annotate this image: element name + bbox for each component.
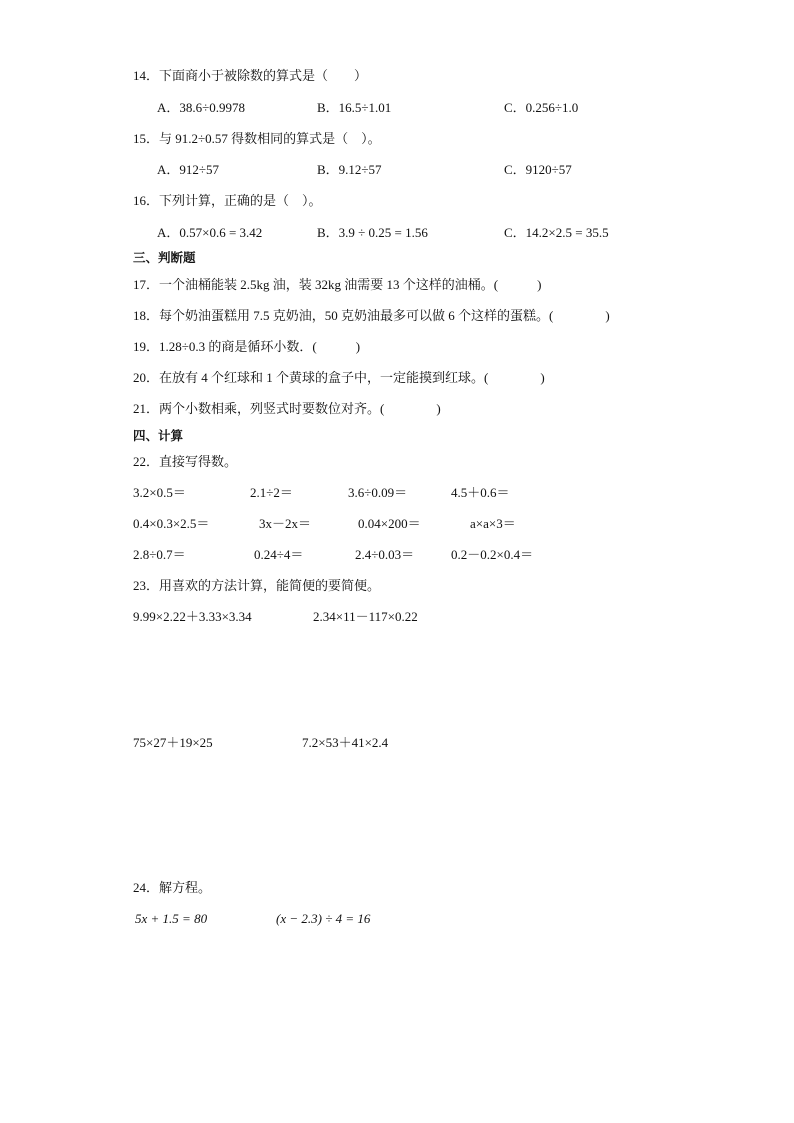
question-16-option-a: A．0.57×0.6 = 3.42 — [157, 225, 263, 240]
question-15-option-b: B．9.12÷57 — [317, 162, 382, 177]
question-15-option-c: C．9120÷57 — [504, 162, 572, 177]
question-14-stem: 14．下面商小于被除数的算式是（ ） — [133, 68, 368, 83]
section-heading-judgement: 三、判断题 — [133, 251, 196, 265]
question-16-stem: 16．下列计算，正确的是（ ）。 — [133, 193, 322, 208]
q22-item: 3.6÷0.09＝ — [348, 485, 408, 500]
question-22-stem: 22．直接写得数。 — [133, 454, 238, 469]
question-14-option-a: A．38.6÷0.9978 — [157, 100, 246, 115]
question-14-option-c: C．0.256÷1.0 — [504, 100, 579, 115]
question-15-stem: 15．与 91.2÷0.57 得数相同的算式是（ ）。 — [133, 131, 381, 146]
question-21: 21．两个小数相乘，列竖式时要数位对齐。( ) — [133, 401, 441, 416]
question-23-stem: 23．用喜欢的方法计算，能简便的要简便。 — [133, 578, 381, 593]
q22-item: a×a×3＝ — [470, 516, 516, 531]
question-19: 19．1.28÷0.3 的商是循环小数．( ) — [133, 339, 361, 354]
q22-item: 2.1÷2＝ — [250, 485, 293, 500]
question-16-option-b: B．3.9 ÷ 0.25 = 1.56 — [317, 225, 428, 240]
q22-item: 0.04×200＝ — [358, 516, 421, 531]
question-24-stem: 24．解方程。 — [133, 880, 212, 895]
question-16-option-c: C．14.2×2.5 = 35.5 — [504, 225, 609, 240]
q22-item: 0.4×0.3×2.5＝ — [133, 516, 210, 531]
question-18: 18．每个奶油蛋糕用 7.5 克奶油，50 克奶油最多可以做 6 个这样的蛋糕。( ) — [133, 308, 610, 323]
q22-item: 3x－2x＝ — [259, 516, 312, 531]
question-14-option-b: B．16.5÷1.01 — [317, 100, 392, 115]
question-20: 20．在放有 4 个红球和 1 个黄球的盒子中，一定能摸到红球。( ) — [133, 370, 545, 385]
q22-item: 3.2×0.5＝ — [133, 485, 186, 500]
q24-equation: (x − 2.3) ÷ 4 = 16 — [276, 911, 371, 926]
q23-expression: 2.34×11－117×0.22 — [313, 609, 418, 624]
q23-expression: 7.2×53＋41×2.4 — [302, 735, 389, 750]
q22-item: 0.24÷4＝ — [254, 547, 304, 562]
question-17: 17．一个油桶能装 2.5kg 油，装 32kg 油需要 13 个这样的油桶。( ) — [133, 277, 542, 292]
q23-expression: 9.99×2.22＋3.33×3.34 — [133, 609, 252, 624]
q23-expression: 75×27＋19×25 — [133, 735, 213, 750]
q22-item: 4.5＋0.6＝ — [451, 485, 510, 500]
section-heading-calculation: 四、计算 — [133, 429, 184, 443]
q24-equation: 5x + 1.5 = 80 — [135, 911, 208, 926]
q22-item: 0.2－0.2×0.4＝ — [451, 547, 534, 562]
q22-item: 2.8÷0.7＝ — [133, 547, 186, 562]
q22-item: 2.4÷0.03＝ — [355, 547, 415, 562]
question-15-option-a: A．912÷57 — [157, 162, 220, 177]
